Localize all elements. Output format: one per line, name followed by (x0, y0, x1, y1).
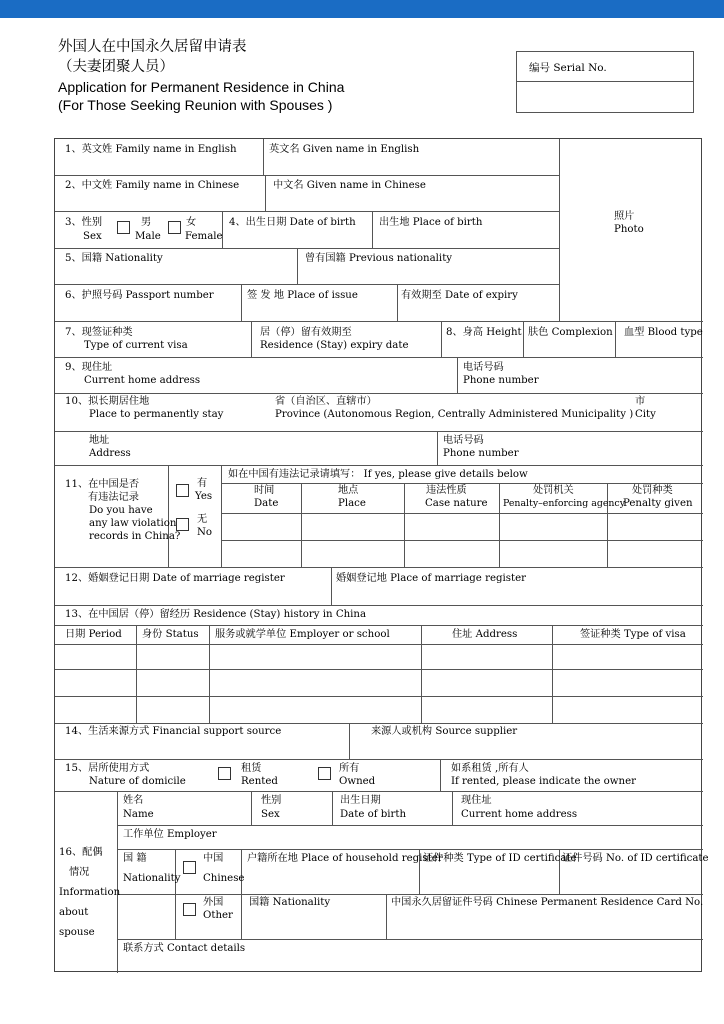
spouse-other-checkbox[interactable] (183, 903, 196, 916)
sex-label-en: Sex (83, 231, 102, 242)
grid-line (55, 605, 703, 606)
law-violation-label-cn2: 有违法记录 (88, 492, 139, 503)
grid-line (55, 759, 703, 760)
grid-line (499, 483, 500, 567)
violation-col-agency-cn: 处罚机关 (533, 485, 574, 496)
current-address-label-en: Current home address (84, 375, 201, 386)
history-col-employer: 服务或就学单位 Employer or school (215, 629, 390, 640)
violation-col-penalty-en: Penalty given (623, 498, 693, 509)
violation-col-place-en: Place (338, 498, 366, 509)
place-of-birth-label: 出生地 Place of birth (379, 217, 483, 228)
nationality-label: 5、国籍 Nationality (65, 253, 163, 264)
history-col-address: 住址 Address (452, 629, 518, 640)
grid-line (251, 321, 252, 357)
violation-no-cn: 无 (197, 514, 208, 525)
spouse-chinese-label-en: Chinese (203, 873, 245, 884)
photo-label-en: Photo (614, 224, 644, 235)
grid-line (221, 483, 703, 484)
violation-col-place-cn: 地点 (338, 485, 359, 496)
serial-number-box (516, 51, 694, 113)
grid-line (221, 465, 222, 567)
grid-line (55, 431, 703, 432)
law-violation-label-en2: any law violation (89, 518, 177, 529)
province-label-cn: 省（自治区、直辖市） (275, 396, 377, 407)
spouse-info-label-2: 情况 (69, 867, 90, 878)
residence-history-title: 13、在中国居（停）留经历 Residence (Stay) history in China (65, 609, 367, 620)
history-col-status: 身份 Status (142, 629, 199, 640)
male-label-en: Male (135, 231, 161, 242)
spouse-address-label-cn: 现住址 (461, 795, 492, 806)
violation-col-date-en: Date (254, 498, 279, 509)
spouse-info-label-5: spouse (59, 927, 95, 938)
phone2-label-en: Phone number (443, 448, 519, 459)
violation-col-agency-en: Penalty–enforcing agency (503, 498, 625, 509)
serial-label: 编号 Serial No. (529, 62, 607, 74)
grid-line (55, 723, 703, 724)
grid-line (241, 849, 242, 939)
grid-line (168, 465, 169, 567)
grid-line (301, 483, 302, 567)
grid-line (441, 321, 442, 357)
pr-card-number-label: 中国永久居留证件号码 Chinese Permanent Residence Card No. (391, 897, 704, 908)
date-of-birth-label: 4、出生日期 Date of birth (229, 217, 356, 228)
female-label-en: Female (185, 231, 223, 242)
law-violation-label-cn1: 11、在中国是否 (65, 479, 140, 490)
photo-label-cn: 照片 (614, 211, 635, 222)
city-label-cn: 市 (635, 396, 646, 407)
grid-line (615, 321, 616, 357)
violation-col-date-cn: 时间 (254, 485, 275, 496)
rented-label-en: Rented (241, 776, 278, 787)
current-visa-label-cn: 7、现签证种类 (65, 327, 133, 338)
owned-checkbox[interactable] (318, 767, 331, 780)
spouse-contact-label: 联系方式 Contact details (123, 943, 246, 954)
grid-line (607, 483, 608, 567)
grid-line (241, 284, 242, 321)
grid-line (117, 894, 703, 895)
previous-nationality-label: 曾有国籍 Previous nationality (305, 253, 453, 264)
form-title-cn: 外国人在中国永久居留申请表 (58, 39, 247, 55)
grid-line (55, 669, 703, 670)
rented-label-cn: 租赁 (241, 763, 262, 774)
grid-line (55, 284, 559, 285)
spouse-dob-label-en: Date of birth (340, 809, 407, 820)
grid-line (117, 849, 703, 850)
source-supplier-label: 来源人或机构 Source supplier (371, 726, 518, 737)
spouse-chinese-checkbox[interactable] (183, 861, 196, 874)
place-of-issue-label: 签 发 地 Place of issue (247, 290, 358, 301)
violation-no-checkbox[interactable] (176, 518, 189, 531)
owned-label-en: Owned (339, 776, 376, 787)
given-name-cn-label: 中文名 Given name in Chinese (273, 180, 426, 191)
spouse-chinese-label-cn: 中国 (203, 853, 224, 864)
given-name-en-label: 英文名 Given name in English (269, 144, 420, 155)
grid-line (55, 791, 703, 792)
grid-line (523, 321, 524, 357)
grid-line (55, 465, 703, 466)
family-name-cn-label: 2、中文姓 Family name in Chinese (65, 180, 240, 191)
phone-label-en: Phone number (463, 375, 539, 386)
spouse-dob-label-cn: 出生日期 (340, 795, 381, 806)
city-label-en: City (635, 409, 656, 420)
address-label-en: Address (89, 448, 131, 459)
grid-line (55, 625, 703, 626)
spouse-name-label-cn: 姓名 (123, 795, 144, 806)
intended-residence-label-cn: 10、拟长期居住地 (65, 396, 150, 407)
grid-line (331, 567, 332, 605)
grid-line (552, 625, 553, 723)
blood-type-label: 血型 Blood type (624, 327, 703, 338)
form-subtitle-cn: （夫妻团聚人员） (58, 59, 174, 75)
spouse-nationality-label-cn: 国 籍 (123, 853, 147, 864)
spouse-sex-label-en: Sex (261, 809, 280, 820)
grid-line (55, 211, 559, 212)
grid-line (55, 644, 703, 645)
grid-line (117, 825, 703, 826)
grid-line (175, 849, 176, 939)
phone-label-cn: 电话号码 (463, 362, 504, 373)
address-label-cn: 地址 (89, 435, 110, 446)
height-label: 8、身高 Height (446, 327, 522, 338)
violation-yes-en: Yes (195, 491, 213, 502)
law-violation-label-en1: Do you have (89, 505, 153, 516)
family-name-en-label: 1、英文姓 Family name in English (65, 144, 237, 155)
violation-details-header: 如在中国有违法记录请填写： If yes, please give details below (228, 469, 528, 480)
grid-line (386, 894, 387, 939)
grid-line (221, 513, 703, 514)
date-of-expiry-label: 有效期至 Date of expiry (401, 290, 518, 301)
grid-line (117, 791, 118, 973)
spouse-nationality-label-en: Nationality (123, 873, 181, 884)
grid-line (437, 431, 438, 465)
female-label-cn: 女 (186, 217, 197, 228)
rented-checkbox[interactable] (218, 767, 231, 780)
grid-line (297, 248, 298, 284)
form-title-en: Application for Permanent Residence in China (58, 79, 345, 95)
male-label-cn: 男 (141, 217, 152, 228)
violation-yes-checkbox[interactable] (176, 484, 189, 497)
phone2-label-cn: 电话号码 (443, 435, 484, 446)
spouse-other-label-en: Other (203, 910, 233, 921)
spouse-employer-label: 工作单位 Employer (123, 829, 217, 840)
grid-line (117, 939, 703, 940)
grid-line (404, 483, 405, 567)
grid-line (251, 791, 252, 825)
spouse-name-label-en: Name (123, 809, 154, 820)
grid-line (55, 567, 703, 568)
spouse-other-label-cn: 外国 (203, 897, 224, 908)
current-address-label-cn: 9、现住址 (65, 362, 113, 373)
stay-expiry-label-en: Residence (Stay) expiry date (260, 340, 409, 351)
grid-line (440, 759, 441, 791)
grid-line (421, 625, 422, 723)
female-checkbox[interactable] (168, 221, 181, 234)
grid-line (136, 625, 137, 723)
complexion-label: 肤色 Complexion (528, 327, 613, 338)
grid-line (55, 321, 703, 322)
photo-area[interactable] (560, 139, 703, 321)
current-visa-label-en: Type of current visa (84, 340, 188, 351)
spouse-foreign-nationality-label: 国籍 Nationality (249, 897, 331, 908)
spouse-info-label-3: Information (59, 887, 121, 898)
domicile-label-en: Nature of domicile (89, 776, 186, 787)
grid-line (372, 211, 373, 248)
id-number-label: 证件号码 No. of ID certificate (562, 853, 709, 864)
violation-col-nature-cn: 违法性质 (426, 485, 467, 496)
domicile-label-cn: 15、居所使用方式 (65, 763, 150, 774)
intended-residence-label-en: Place to permanently stay (89, 409, 224, 420)
marriage-place-label: 婚姻登记地 Place of marriage register (336, 573, 526, 584)
spouse-info-label-4: about (59, 907, 89, 918)
grid-line (457, 357, 458, 393)
grid-line (209, 625, 210, 723)
law-violation-label-en3: records in China? (89, 531, 181, 542)
grid-line (55, 393, 703, 394)
male-checkbox[interactable] (117, 221, 130, 234)
history-col-period: 日期 Period (65, 629, 122, 640)
household-register-label: 户籍所在地 Place of household register (247, 853, 443, 864)
violation-col-nature-en: Case nature (425, 498, 488, 509)
violation-no-en: No (197, 527, 213, 538)
history-col-visa: 签证种类 Type of visa (580, 629, 686, 640)
grid-line (452, 791, 453, 825)
grid-line (397, 284, 398, 321)
grid-line (221, 540, 703, 541)
sex-label-cn: 3、性别 (65, 217, 103, 228)
spouse-sex-label-cn: 性别 (261, 795, 282, 806)
owned-label-cn: 所有 (339, 763, 360, 774)
top-color-bar (0, 0, 724, 18)
grid-line (55, 175, 559, 176)
spouse-address-label-en: Current home address (461, 809, 578, 820)
stay-expiry-label-cn: 居（停）留有效期至 (260, 327, 352, 338)
grid-line (265, 175, 266, 211)
grid-line (55, 696, 703, 697)
owner-label-en: If rented, please indicate the owner (451, 776, 636, 787)
violation-yes-cn: 有 (197, 478, 208, 489)
serial-label-row (517, 52, 693, 82)
application-form (54, 138, 709, 972)
financial-support-label: 14、生活来源方式 Financial support source (65, 726, 282, 737)
spouse-info-label-1: 16、配偶 (59, 847, 103, 858)
serial-number-field[interactable] (517, 82, 693, 112)
id-type-label: 证件种类 Type of ID certificate (423, 853, 577, 864)
passport-number-label: 6、护照号码 Passport number (65, 290, 214, 301)
form-subtitle-en: (For Those Seeking Reunion with Spouses ) (58, 97, 333, 113)
grid-line (332, 791, 333, 825)
violation-col-penalty-cn: 处罚种类 (632, 485, 673, 496)
province-label-en: Province (Autonomous Region, Centrally Administered Municipality ) (275, 409, 634, 420)
grid-line (349, 723, 350, 759)
grid-line (55, 248, 559, 249)
marriage-date-label: 12、婚姻登记日期 Date of marriage register (65, 573, 285, 584)
grid-line (55, 357, 703, 358)
grid-line (263, 139, 264, 175)
owner-label-cn: 如系租赁 ,所有人 (451, 763, 529, 774)
